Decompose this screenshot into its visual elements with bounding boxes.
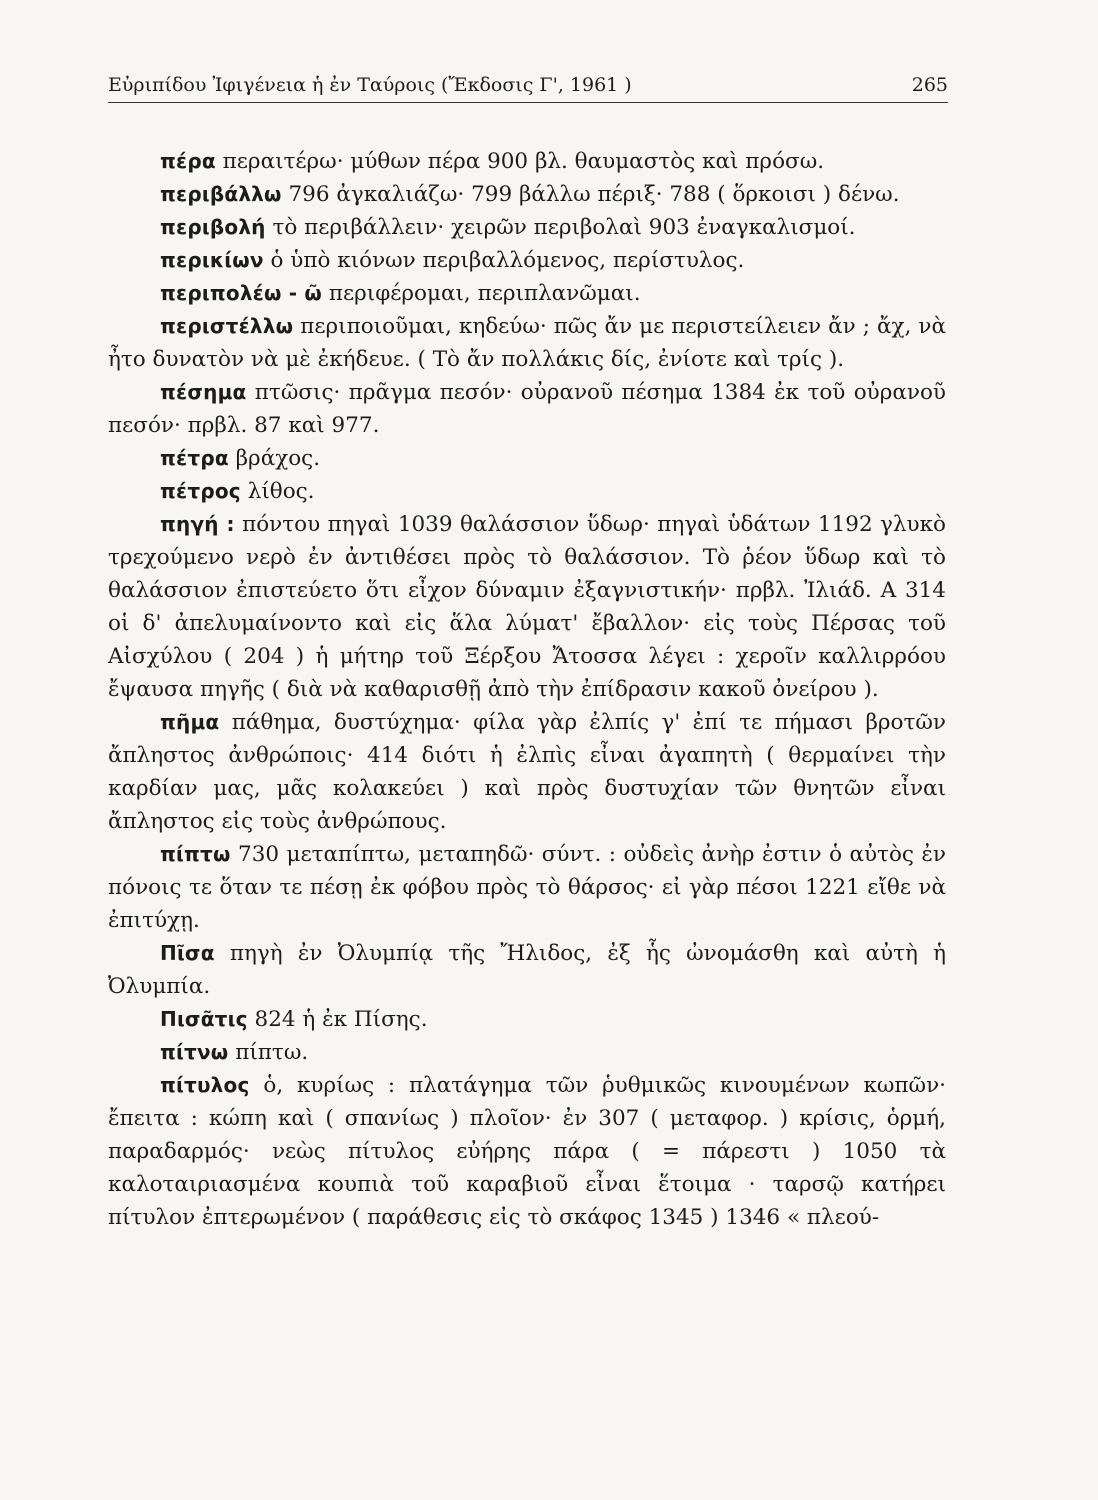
headword: περιβάλλω	[160, 182, 282, 206]
headword: πέσημα	[160, 380, 247, 404]
glossary-body	[108, 145, 946, 1234]
headword: περιπολέω - ῶ	[160, 281, 323, 305]
definition: 824 ἡ ἐκ Πίσης.	[254, 1007, 428, 1032]
running-title: Εὐριπίδου Ἰφιγένεια ἡ ἐν Ταύροις (Ἔκδοσις Γ', 1961 )	[108, 74, 632, 96]
headword: περιστέλλω	[160, 314, 294, 338]
glossary-entry	[108, 1069, 946, 1234]
headword: Πῖσα	[160, 941, 215, 965]
definition: πόντου πηγαὶ 1039 θαλάσσιον ὕδωρ· πηγαὶ ὑδάτων 1192 γλυκὸ τρεχούμενο νερὸ ἐν ἀντιθέσει πρὸς τὸ θαλάσσιον. Τὸ ῥέον ὕδωρ καὶ τὸ θαλάσσιον ἐπιστεύετο ὅτι εἶχον δύναμιν ἐξαγνιστικήν· πρβλ. Ἰλιάδ. Α 314 οἱ δ' ἀπελυμαίνοντο καὶ εἰς ἅλα λύματ' ἔβαλλον· εἰς τοὺς Πέρσας τοῦ Αἰσχύλου ( 204 ) ἡ μήτηρ τοῦ Ξέρξου Ἄτοσσα λέγει : χεροῖν καλλιρρόου ἔψαυσα πηγῆς ( διὰ νὰ καθαρισθῇ ἀπὸ τὴν ἐπίδρασιν κακοῦ ὀνείρου ).	[108, 512, 946, 702]
headword: πέτρος	[160, 479, 241, 503]
glossary-entry	[108, 178, 946, 211]
glossary-entry	[108, 475, 946, 508]
headword: Πισᾶτις	[160, 1007, 248, 1031]
definition: πηγὴ ἐν Ὀλυμπίᾳ τῆς Ἤλιδος, ἐξ ἧς ὠνομάσθη καὶ αὐτὴ ἡ Ὀλυμπία.	[108, 941, 946, 999]
glossary-entry	[108, 508, 946, 706]
glossary-entry	[108, 442, 946, 475]
headword: πηγή :	[160, 512, 235, 536]
headword: πῆμα	[160, 710, 220, 734]
definition: περαιτέρω· μύθων πέρα 900 βλ. θαυμαστὸς καὶ πρόσω.	[222, 149, 825, 174]
definition: περιφέρομαι, περιπλανῶμαι.	[328, 281, 641, 306]
glossary-entry	[108, 145, 946, 178]
definition: βράχος.	[235, 446, 321, 471]
headword: πίτυλος	[160, 1073, 250, 1097]
glossary-entry	[108, 244, 946, 277]
definition: περιποιοῦμαι, κηδεύω· πῶς ἄν με περιστείλειεν ἄν ; ἄχ, νὰ ἦτο δυνατὸν νὰ μὲ ἐκήδευε. ( Τὸ ἄν πολλάκις δίς, ἐνίοτε καὶ τρίς ).	[108, 314, 946, 372]
glossary-entry	[108, 838, 946, 937]
glossary-entry	[108, 1003, 946, 1036]
running-head	[108, 72, 948, 103]
definition: τὸ περιβάλλειν· χειρῶν περιβολαὶ 903 ἐναγκαλισμοί.	[272, 215, 856, 240]
definition: ὁ, κυρίως : πλατάγημα τῶν ῥυθμικῶς κινουμένων κωπῶν· ἔπειτα : κώπη καὶ ( σπανίως ) πλοῖον· ἐν 307 ( μεταφορ. ) κρίσις, ὁρμή, παραδαρμός· νεὼς πίτυλος εὐήρης πάρα ( = πάρεστι ) 1050 τὰ καλοταιριασμένα κουπιὰ τοῦ καραβιοῦ εἶναι ἕτοιμα · ταρσῷ κατήρει πίτυλον ἐπτερωμένον ( παράθεσις εἰς τὸ σκάφος 1345 ) 1346 « πλεού-	[108, 1073, 946, 1230]
headword: πίτνω	[160, 1040, 229, 1064]
definition: ὁ ὑπὸ κιόνων περιβαλλόμενος, περίστυλος.	[270, 248, 745, 273]
definition: 796 ἀγκαλιάζω· 799 βάλλω πέριξ· 788 ( ὅρκοισι ) δένω.	[288, 182, 900, 207]
headword: πίπτω	[160, 842, 231, 866]
headword: πέρα	[160, 149, 216, 173]
glossary-entry	[108, 310, 946, 376]
page-number: 265	[911, 74, 948, 96]
headword: περιβολή	[160, 215, 266, 239]
glossary-entry	[108, 211, 946, 244]
headword: περικίων	[160, 248, 264, 272]
glossary-entry	[108, 277, 946, 310]
headword: πέτρα	[160, 446, 229, 470]
glossary-entry	[108, 1036, 946, 1069]
definition: πάθημα, δυστύχημα· φίλα γὰρ ἐλπίς γ' ἐπί τε πήμασι βροτῶν ἄπληστος ἀνθρώποις· 414 διότι ἡ ἐλπὶς εἶναι ἀγαπητὴ ( θερμαίνει τὴν καρδίαν μας, μᾶς κολακεύει ) καὶ πρὸς δυστυχίαν τῶν θνητῶν εἶναι ἄπληστος εἰς τοὺς ἀνθρώπους.	[108, 710, 946, 834]
definition: 730 μεταπίπτω, μεταπηδῶ· σύντ. : οὐδεὶς ἀνὴρ ἐστιν ὁ αὐτὸς ἐν πόνοις τε ὅταν τε πέσῃ ἐκ φόβου πρὸς τὸ θάρσος· εἰ γὰρ πέσοι 1221 εἴθε νὰ ἐπιτύχῃ.	[108, 842, 946, 933]
definition: λίθος.	[247, 479, 315, 504]
glossary-entry	[108, 937, 946, 1003]
definition: πτῶσις· πρᾶγμα πεσόν· οὐρανοῦ πέσημα 1384 ἐκ τοῦ οὐρανοῦ πεσόν· πρβλ. 87 καὶ 977.	[108, 380, 946, 438]
glossary-entry	[108, 706, 946, 838]
definition: πίπτω.	[235, 1040, 309, 1065]
glossary-entry	[108, 376, 946, 442]
